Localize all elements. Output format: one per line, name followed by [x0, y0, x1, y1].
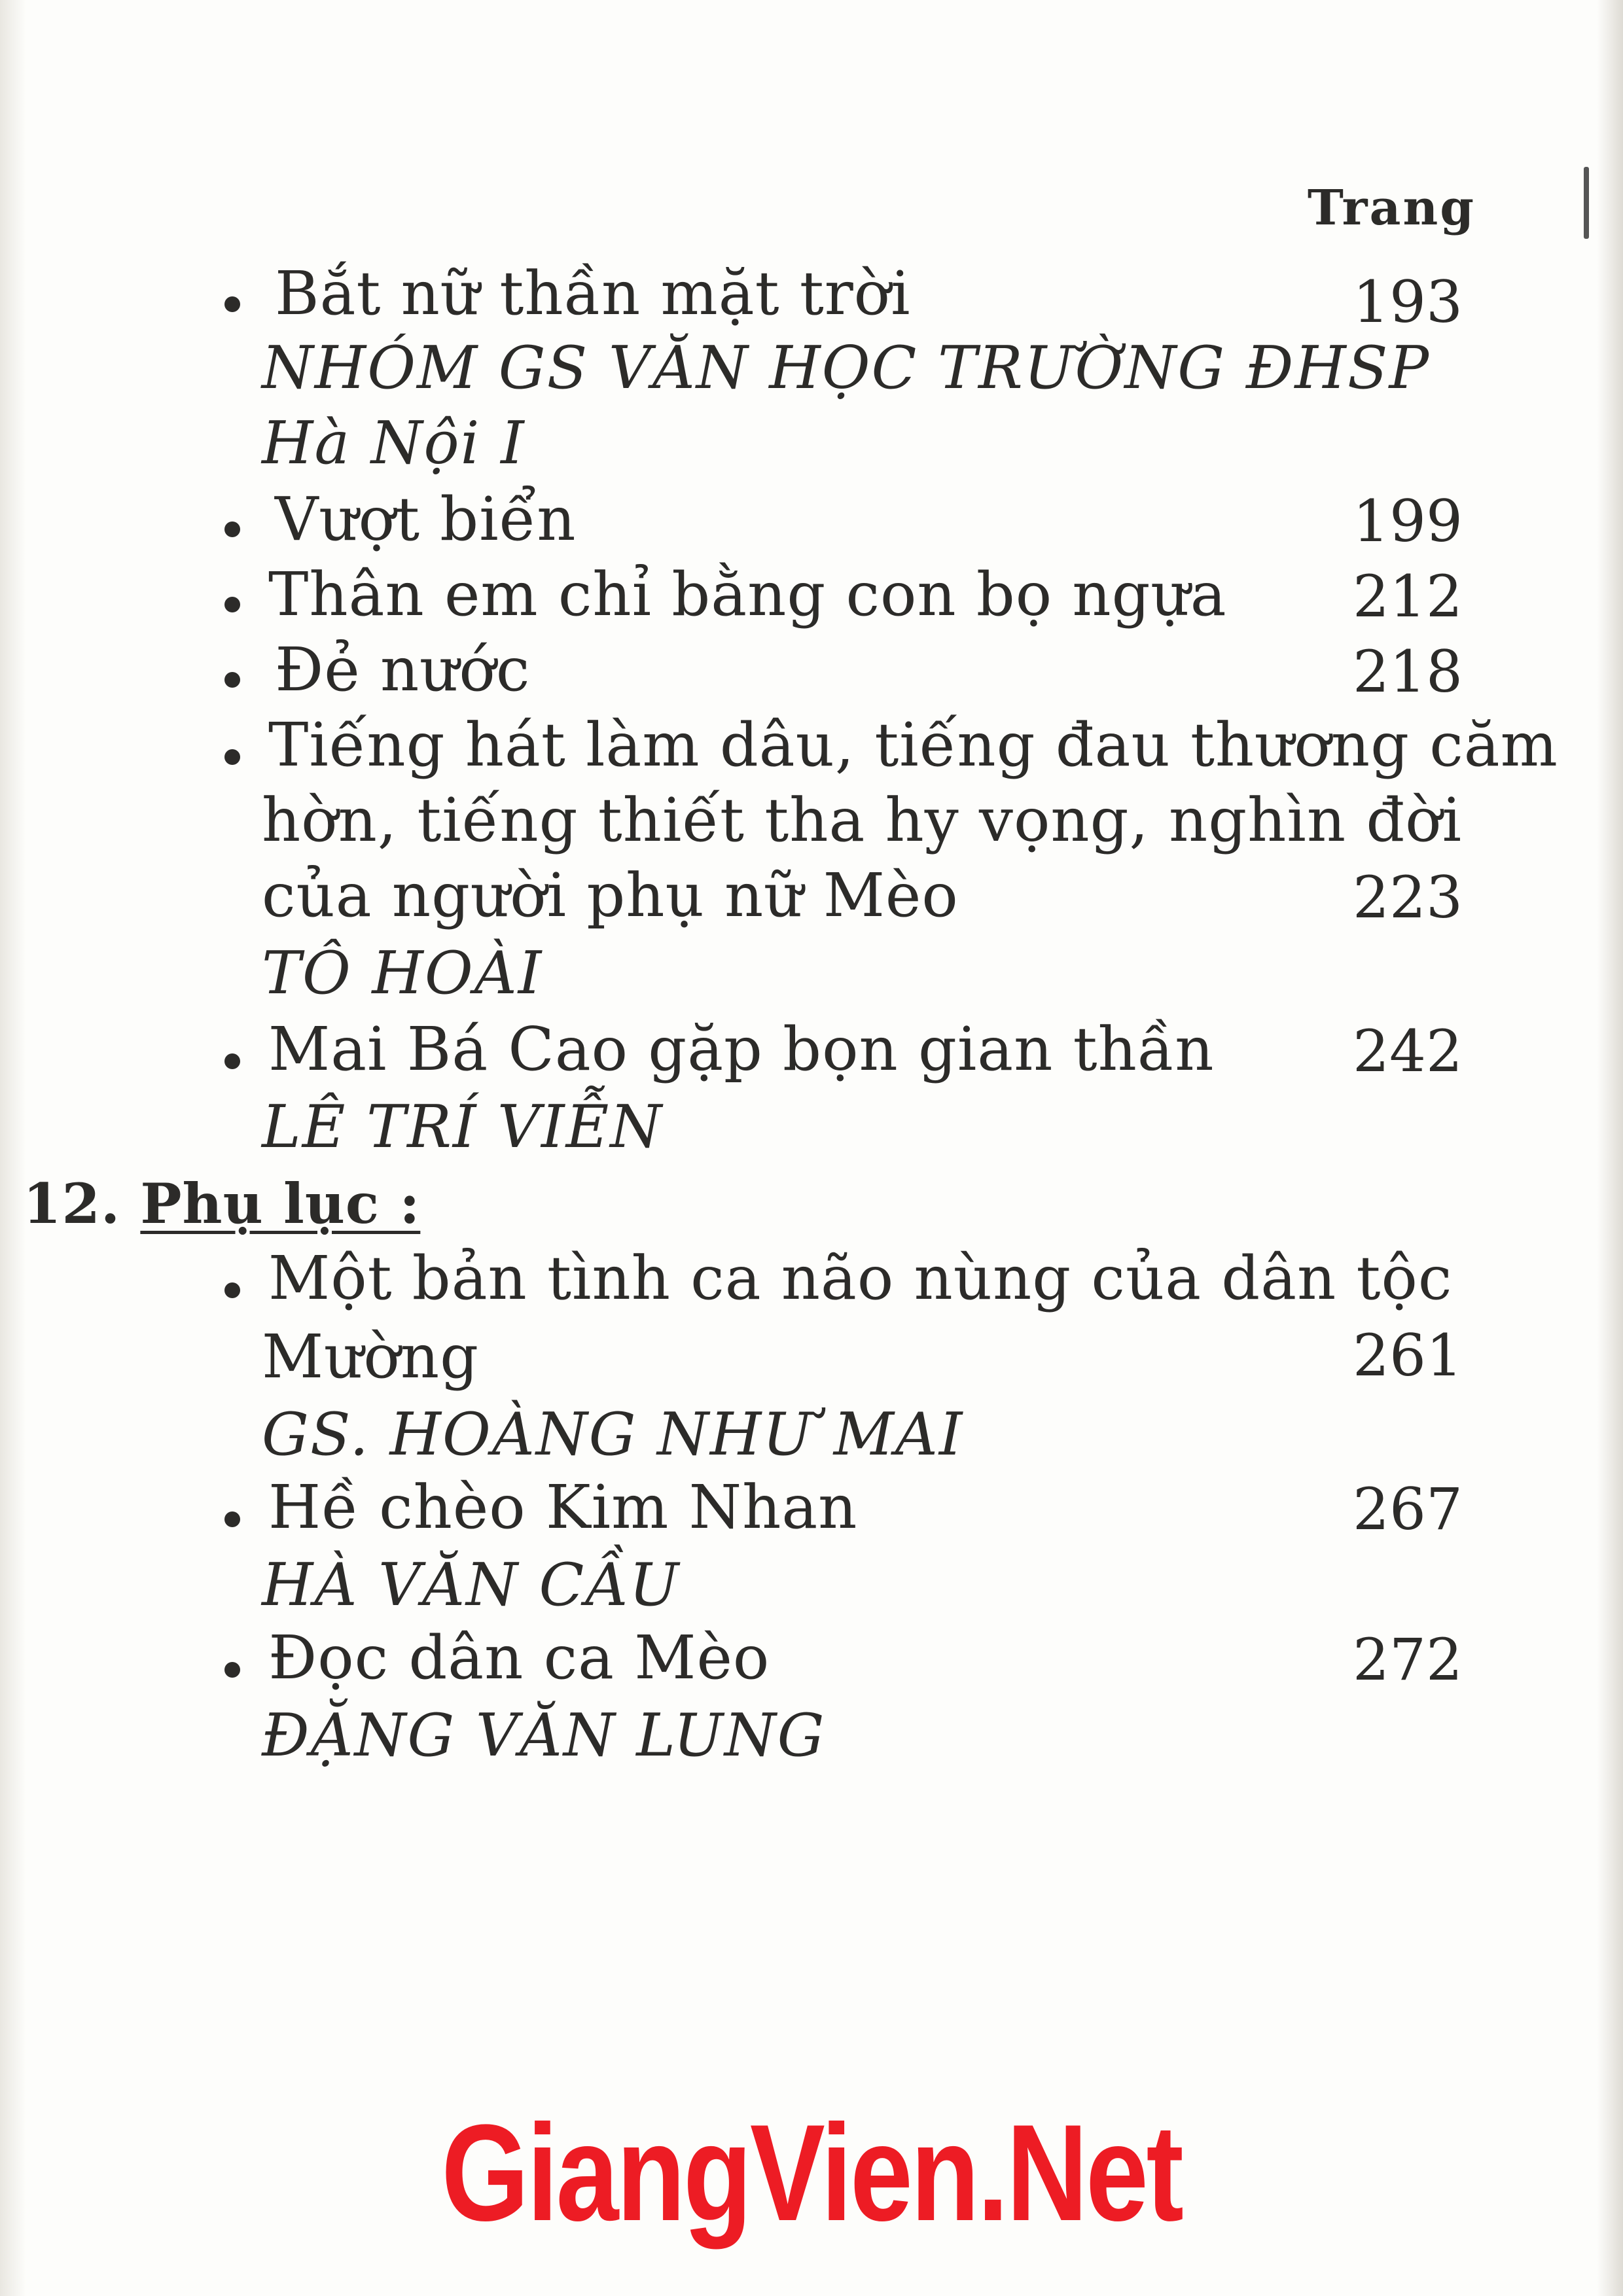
- toc-entry-title: Mường: [262, 1322, 479, 1392]
- toc-entry-page: 212: [1353, 563, 1463, 630]
- toc-entry-author: TÔ HOÀI: [262, 939, 543, 1008]
- bullet-icon: [224, 1662, 240, 1678]
- toc-entry-page: 199: [1353, 487, 1463, 555]
- toc-entry-title: Vượt biển: [275, 484, 577, 554]
- toc-entry-title: Đọc dân ca Mèo: [268, 1623, 770, 1693]
- toc-entry-page: 261: [1353, 1322, 1463, 1389]
- bullet-icon: [224, 1282, 240, 1298]
- toc-entry-title: Một bản tình ca não nùng của dân tộc: [268, 1243, 1453, 1313]
- section-label: Phụ lục :: [140, 1171, 421, 1236]
- toc-entry-page: 218: [1353, 638, 1463, 705]
- toc-entry-title: Bắt nữ thần mặt trời: [275, 258, 911, 328]
- page-column-header: Trang: [1307, 180, 1476, 236]
- bullet-icon: [224, 1511, 240, 1527]
- toc-entry-title: Thân em chỉ bằng con bọ ngựa: [268, 559, 1227, 629]
- watermark-logo: GiangVien.Net: [441, 2096, 1182, 2250]
- bullet-icon: [224, 749, 240, 765]
- toc-entry-page: 223: [1353, 864, 1463, 931]
- toc-entry-page: 193: [1353, 268, 1463, 336]
- toc-entry-author: NHÓM GS VĂN HỌC TRƯỜNG ĐHSP: [262, 334, 1431, 402]
- toc-entry-author: LÊ TRÍ VIỄN: [262, 1093, 664, 1161]
- toc-entry-page: 242: [1353, 1017, 1463, 1085]
- bullet-icon: [224, 672, 240, 688]
- page-edge-left: [0, 0, 26, 2296]
- toc-entry-title: hờn, tiếng thiết tha hy vọng, nghìn đời: [262, 785, 1463, 855]
- toc-entry-author: ĐẶNG VĂN LUNG: [262, 1701, 826, 1770]
- toc-entry-page: 272: [1353, 1626, 1463, 1693]
- toc-entry-title: của người phụ nữ Mèo: [262, 860, 959, 930]
- toc-entry-author: Hà Nội I: [262, 409, 526, 478]
- page-edge-right: [1597, 0, 1623, 2296]
- toc-entry-author: GS. HOÀNG NHƯ MAI: [262, 1400, 964, 1469]
- bullet-icon: [224, 1053, 240, 1069]
- bullet-icon: [224, 296, 240, 312]
- section-number: 12.: [23, 1171, 121, 1236]
- toc-entry-title: Đẻ nước: [275, 635, 531, 705]
- toc-entry-author: HÀ VĂN CẦU: [262, 1551, 681, 1619]
- toc-entry-title: Mai Bá Cao gặp bọn gian thần: [268, 1014, 1215, 1084]
- bullet-icon: [224, 597, 240, 612]
- bullet-icon: [224, 521, 240, 537]
- toc-entry-title: Tiếng hát làm dâu, tiếng đau thương căm: [268, 710, 1558, 780]
- section-heading: [23, 1171, 420, 1236]
- binding-mark: [1584, 167, 1589, 239]
- toc-entry-title: Hề chèo Kim Nhan: [268, 1472, 858, 1542]
- toc-entry-page: 267: [1353, 1475, 1463, 1543]
